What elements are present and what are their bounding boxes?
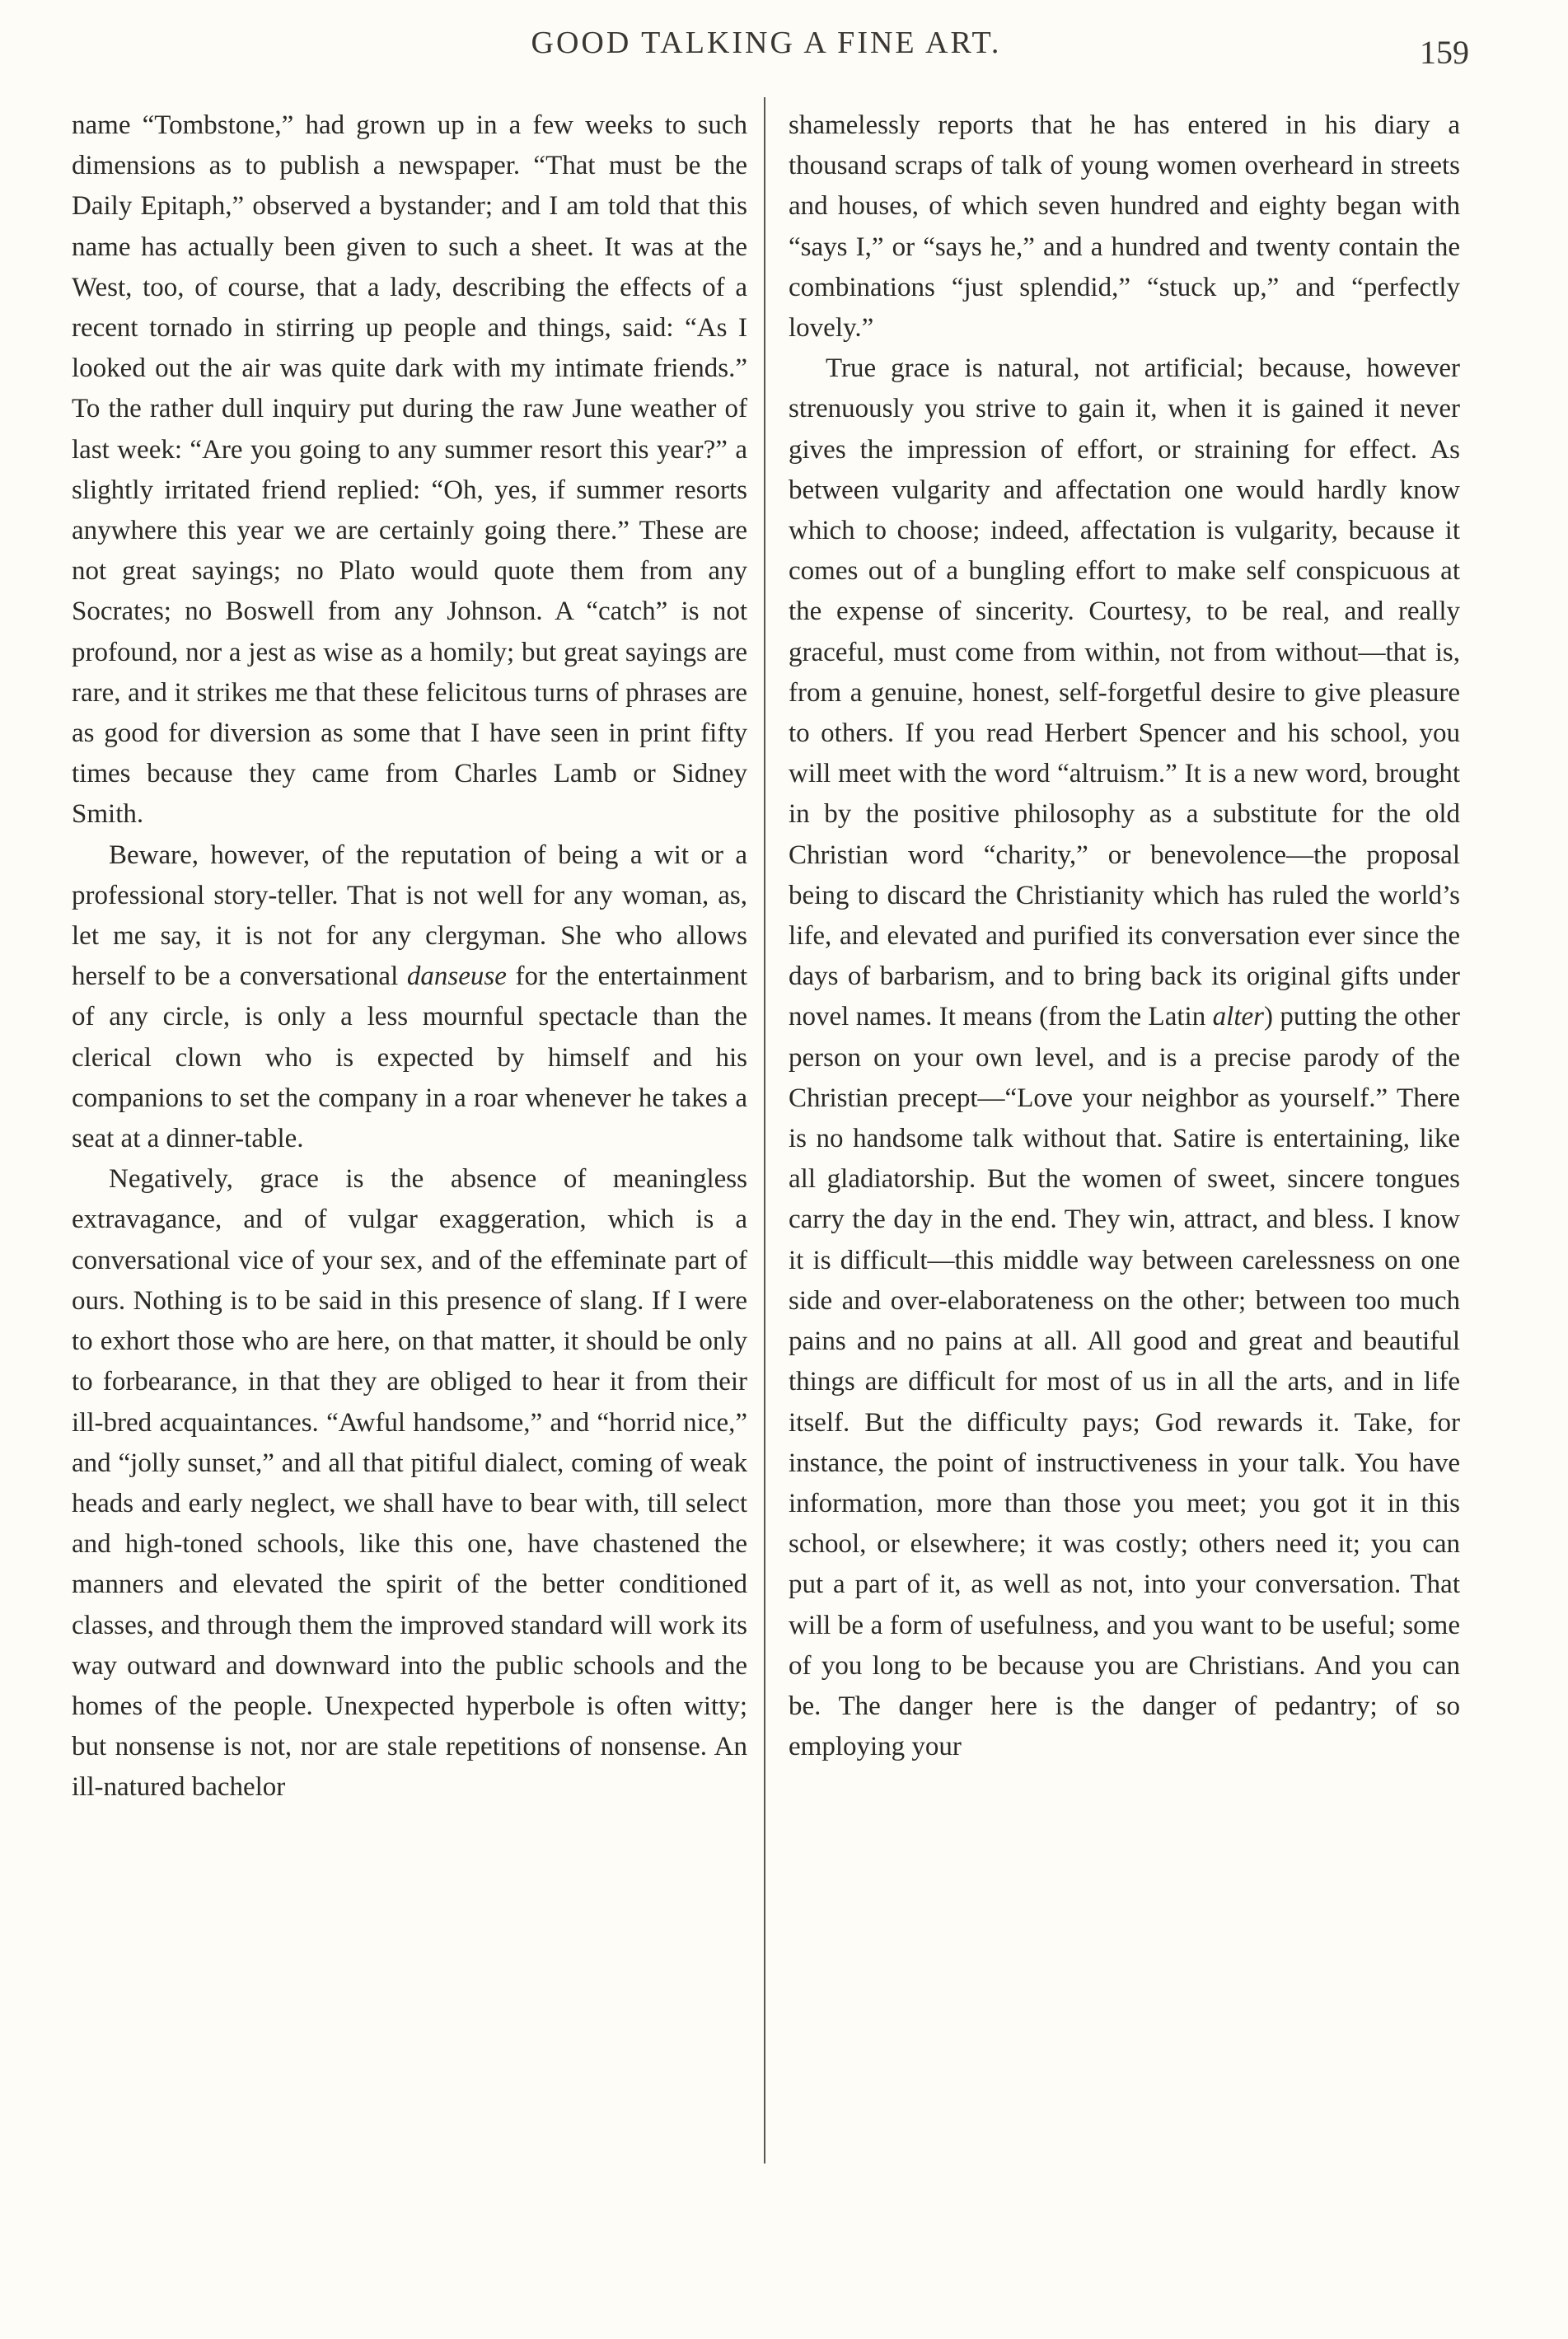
running-title: GOOD TALKING A FINE ART. [531,26,1002,60]
paragraph-text: for the entertainment of any circle, is only a less mournful spectacle than the clerical clown who is expected by himself and his companions to set the company in a roar whenever he takes a seat at a dinner-table. [72,961,747,1154]
page-number: 159 [1420,34,1469,71]
column-divider [764,97,765,2164]
paragraph-text: ) putting the other person on your own level, and is a precise parody of the Christian precept—“Love your neighbor as yourself.” There is no handsome talk without that. Satire is entertaining, like all gladiatorship. But the women of sweet, sincere tongues carry the day in the end. They win, attract, and bless. I know it is difficult—this middle way between carelessness on one side and over-elaborateness on the other; between too much pains and no pains at all. All good and great and beautiful things are difficult for most of us in all the arts, and in life itself. But the difficulty pays; God rewards it. Take, for instance, the point of instructiveness in your talk. You have information, more than those you meet; you got it in this school, or elsewhere; it was costly; others need it; you can put a part of it, as well as not, into your conversation. That will be a form of usefulness, and you want to be useful; some of you long to be because you are Christians. And you can be. The danger here is the danger of pedantry; of so employing your [789,1002,1460,1762]
paragraph-negatively: Negatively, grace is the absence of meaningless extravagance, and of vulgar exaggeration, which is a conversational vice of your sex, and of the effeminate part of ours. Nothing is to be said in this presence of slang. If I were to exhort those who are here, on that matter, it should be only to forbearance, in that they are obliged to hear it from their ill-bred acquaintances. “Awful handsome,” and “horrid nice,” and “jolly sunset,” and all that pitiful dialect, coming of weak heads and early neglect, we shall have to bear with, till select and high-toned schools, like this one, have chastened the manners and elevated the spirit of the better conditioned classes, and through them the improved standard will work its way outward and downward into the public schools and the homes of the people. Unexpected hyperbole is often witty; but nonsense is not, nor are stale repetitions of nonsense. An ill-natured bachelor [72,1164,747,1803]
paragraph-text: Beware, however, of the reputation of being a wit or a professional story-teller. That is not well for any woman, as, let me say, it is not for any clergyman. She who allows herself to be a conversational [72,840,747,992]
paragraph-continued: name “Tombstone,” had grown up in a few weeks to such dimensions as to publish a newspaper. “That must be the Daily Epitaph,” observed a bystander; and I am told that this name has actually been given to such a sheet. It was at the West, too, of course, that a lady, describing the effects of a recent tornado in stirring up people and things, said: “As I looked out the air was quite dark with my intimate friends.” To the rather dull inquiry put during the raw June weather of last week: “Are you going to any summer resort this year?” a slightly irritated friend replied: “Oh, yes, if summer resorts anywhere this year we are certainly going there.” These are not great sayings; no Plato would quote them from any Socrates; no Boswell from any Johnson. A “catch” is not profound, nor a jest as wise as a homily; but great sayings are rare, and it strikes me that these felicitous turns of phrases are as good for diversion as some that I have seen in print fifty times because they came from Charles Lamb or Sidney Smith. [72,110,747,830]
paragraph-continued: shamelessly reports that he has entered in his diary a thousand scraps of talk of young women overheard in streets and houses, of which seven hundred and eighty began with “says I,” or “says he,” and a hundred and twenty contain the combinations “just splendid,” “stuck up,” and “perfectly lovely.” [789,110,1460,344]
paragraph-text: True grace is natural, not artificial; because, however strenuously you strive to gain it, when it is gained it never gives the impression of effort, or straining for effect. As between vulgarity and affectation one would hardly know which to choose; indeed, affectation is vulgarity, because it comes out of a bungling effort to make self conspicuous at the expense of sincerity. Courtesy, to be real, and really graceful, must come from within, not from without—that is, from a genuine, honest, self-forgetful desire to give pleasure to others. If you read Herbert Spencer and his school, you will meet with the word “altruism.” It is a new word, brought in by the positive philosophy as a substitute for the old Christian word “charity,” or benevolence—the proposal being to discard the Christianity which has ruled the world’s life, and elevated and purified its conversation ever since the days of barbarism, and to bring back its original gifts under novel names. It means (from the Latin [789,353,1460,1032]
paragraph-beware [72,835,747,1160]
italic-word-alter: alter [1212,1002,1264,1032]
italic-word-danseuse: danseuse [406,961,507,992]
paragraph-true-grace [789,349,1460,1767]
right-column [789,105,1460,1767]
left-column [72,105,747,1808]
